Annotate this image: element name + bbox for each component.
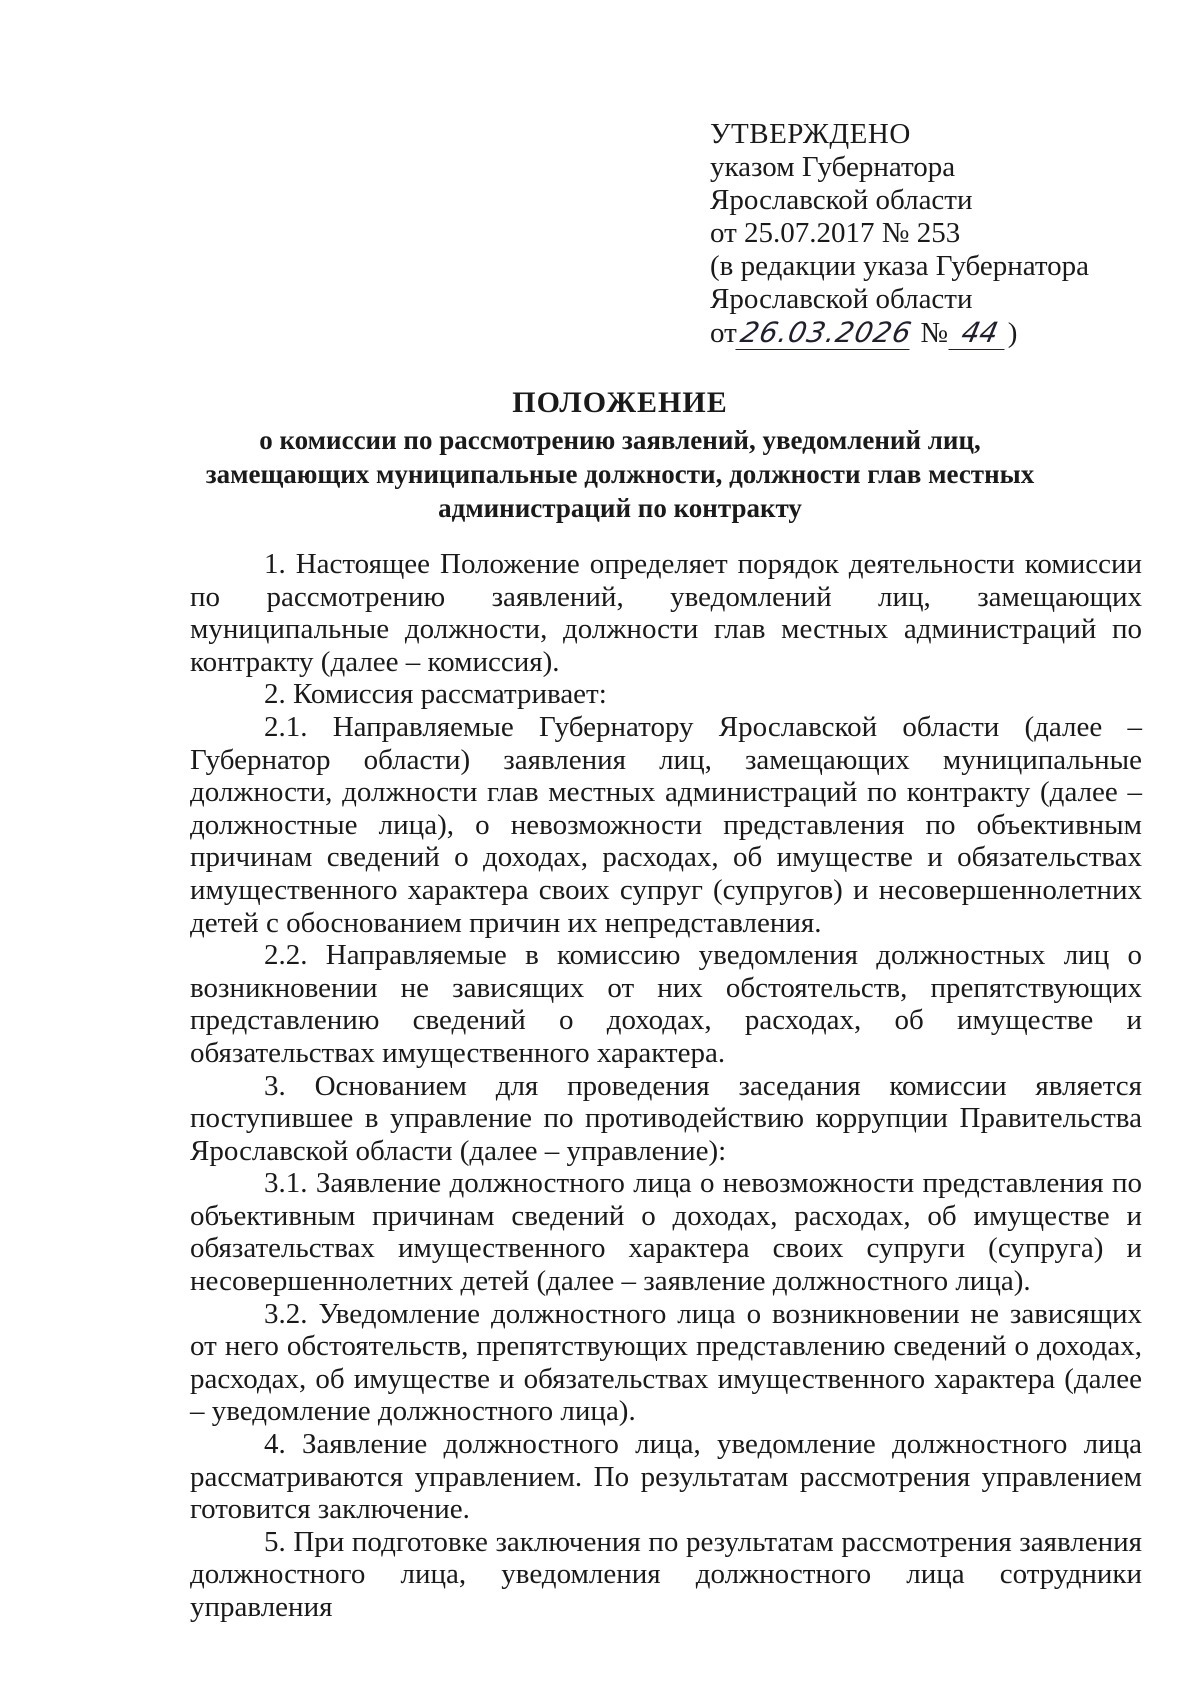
paragraph-3: 3. Основанием для проведения заседания комиссии является поступившее в управление по противодействию коррупции Правительства Ярославской области (далее – управление):: [190, 1069, 1142, 1167]
approval-line-edition-region: Ярославской области: [710, 283, 973, 315]
paragraph-3-2: 3.2. Уведомление должностного лица о возникновении не зависящих от него обстоятельств, препятствующих представлению сведений о доходах, расходах, об имуществе и обязательствах имущественного характера (далее – уведомление должностного лица).: [190, 1297, 1142, 1428]
document-subtitle-line-3: администраций по контракту: [438, 493, 802, 523]
paragraph-2-1: 2.1. Направляемые Губернатору Ярославской области (далее – Губернатор области) заявления лиц, замещающих муниципальные должности, должности глав местных администраций по контракту (далее – должностные лица), о невозможности представления по объективным причинам сведений о доходах, расходах, об имуществе и обязательствах имущественного характера своих супруг (супругов) и несовершеннолетних детей с обоснованием причин их непредставления.: [190, 710, 1142, 939]
document-subtitle-line-1: о комиссии по рассмотрению заявлений, уведомлений лиц,: [259, 425, 981, 455]
handwritten-date: 26.03.2026: [735, 316, 917, 350]
approval-handwritten-line: [710, 316, 1150, 352]
approval-line-region: Ярославской области: [710, 184, 973, 216]
paragraph-2: 2. Комиссия рассматривает:: [264, 678, 607, 711]
approval-stamp-block: [710, 118, 1150, 352]
number-sign: №: [920, 317, 949, 349]
approval-line-edition: (в редакции указа Губернатора: [710, 250, 1090, 282]
document-body: [190, 548, 1142, 1624]
document-title-block: [180, 386, 1060, 525]
paragraph-4: 4. Заявление должностного лица, уведомление должностного лица рассматриваются управлением. По результатам рассмотрения управлением готовится заключение.: [190, 1428, 1142, 1526]
approval-heading: УТВЕРЖДЕНО: [710, 118, 911, 150]
approval-line-decree: указом Губернатора: [710, 151, 956, 183]
approval-from-label: от: [710, 317, 737, 349]
approval-line-date-number: от 25.07.2017 № 253: [710, 217, 961, 249]
paragraph-1: 1. Настоящее Положение определяет порядок деятельности комиссии по рассмотрению заявлений, уведомлений лиц, замещающих муниципальные должности, должности глав местных администраций по контракту (далее – комиссия).: [190, 548, 1142, 678]
document-title: ПОЛОЖЕНИЕ: [512, 386, 728, 419]
handwritten-number: 44: [948, 316, 1011, 350]
paragraph-3-1: 3.1. Заявление должностного лица о невозможности представления по объективным причинам сведений о доходах, расходах, об имуществе и обязательствах имущественного характера своих супруги (супруга) и несовершеннолетних детей (далее – заявление должностного лица).: [190, 1167, 1142, 1298]
document-subtitle-line-2: замещающих муниципальные должности, должности глав местных: [205, 459, 1035, 489]
closing-paren: ): [1007, 317, 1018, 349]
paragraph-2-2: 2.2. Направляемые в комиссию уведомления должностных лиц о возникновении не зависящих от них обстоятельств, препятствующих представлению сведений о доходах, расходах, об имуществе и обязательствах имущественного характера.: [190, 939, 1142, 1069]
paragraph-5: 5. При подготовке заключения по результатам рассмотрения заявления должностного лица, уведомления должностного лица сотрудники управления: [190, 1525, 1142, 1623]
